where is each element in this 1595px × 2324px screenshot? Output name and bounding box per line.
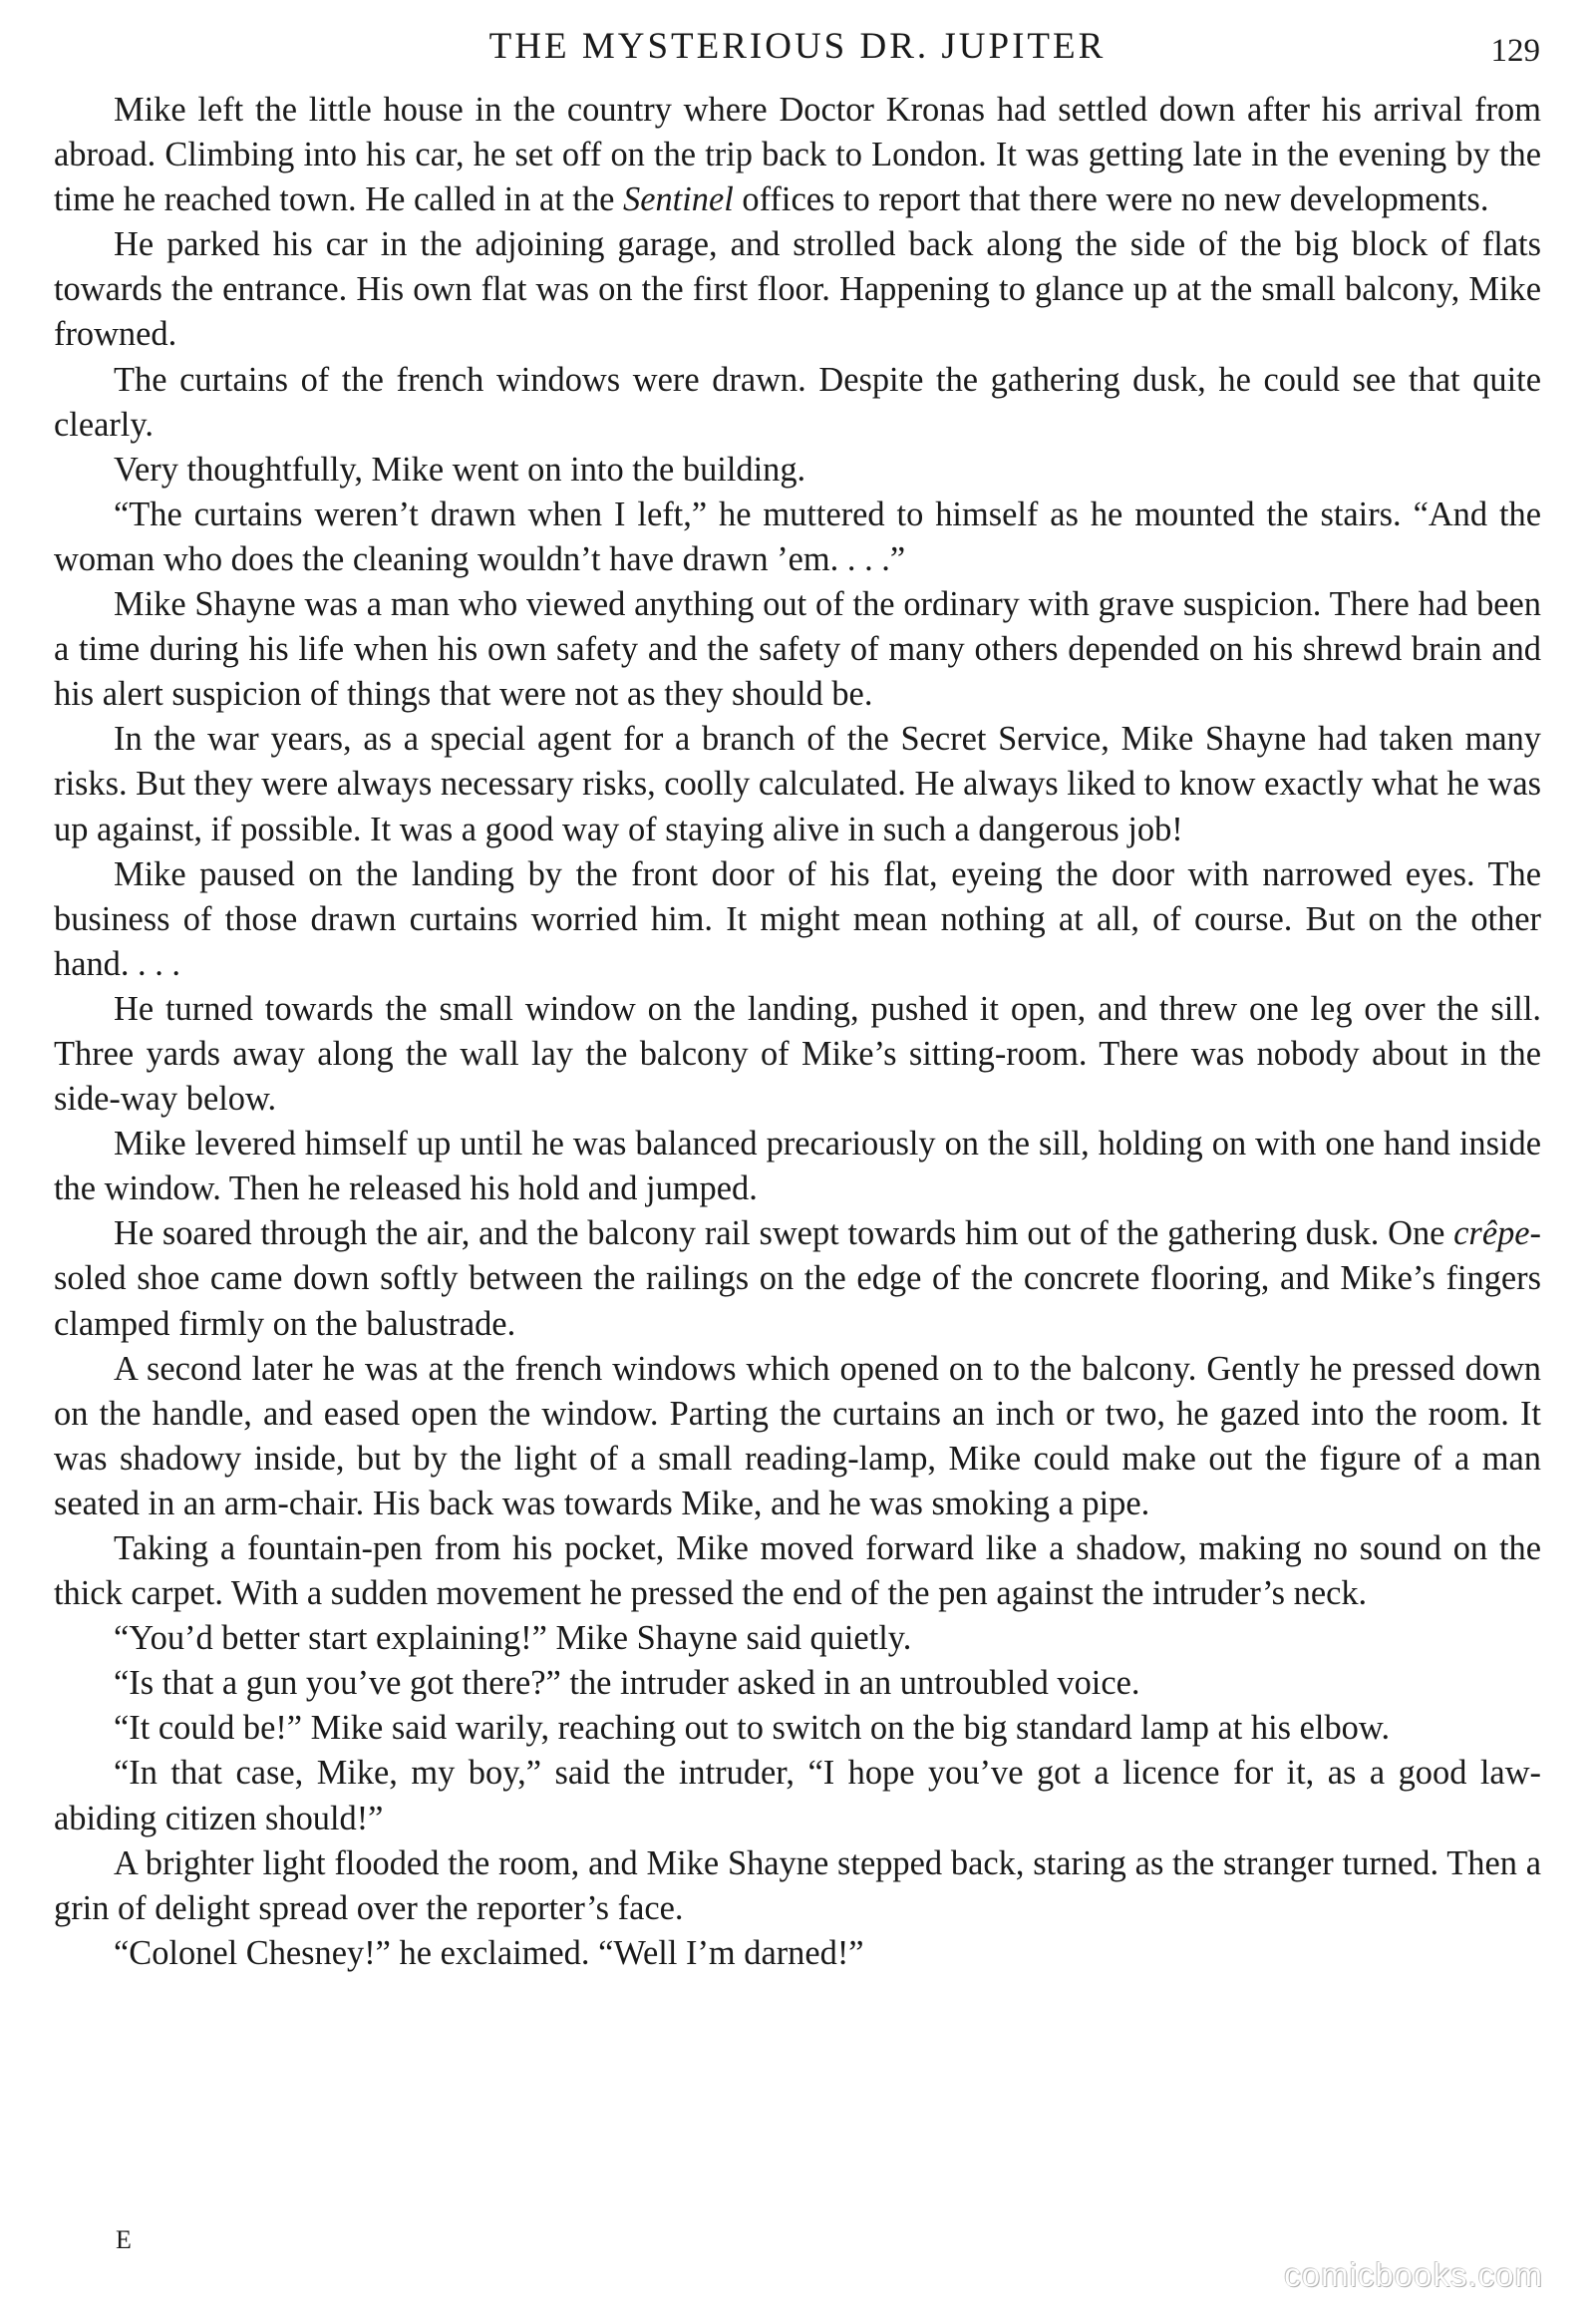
paragraph: “Colonel Chesney!” he exclaimed. “Well I’m darned!” bbox=[114, 1933, 864, 1972]
running-title: THE MYSTERIOUS DR. JUPITER bbox=[488, 26, 1107, 67]
watermark: comicbooks.com bbox=[1284, 2256, 1543, 2293]
paragraph: “It could be!” Mike said warily, reaching out to switch on the big standard lamp at his elbow. bbox=[114, 1709, 1391, 1748]
running-head bbox=[55, 22, 1540, 72]
page-number: 129 bbox=[1490, 33, 1540, 69]
paragraph: He turned towards the small window on the landing, pushed it open, and threw one leg over the sill. Three yards away along the wall lay the balcony of Mike’s sitting-room. There was nobody about in the side-way below. bbox=[54, 989, 1541, 1119]
paragraph: Taking a fountain-pen from his pocket, Mike moved forward like a shadow, making no sound on the thick carpet. With a sudden movement he pressed the end of the pen against the intruder’s neck. bbox=[54, 1529, 1541, 1613]
paragraph: Mike paused on the landing by the front door of his flat, eyeing the door with narrowed eyes. The business of those drawn curtains worried him. It might mean nothing at all, of course. But on the other hand. . . . bbox=[54, 854, 1541, 983]
paragraph: A second later he was at the french windows which opened on to the balcony. Gently he pressed down on the handle, and eased open the window. Parting the curtains an inch or two, he gazed into the room. It was shadowy inside, but by the light of a small reading-lamp, Mike could make out the figure of a man seated in an arm-chair. His back was towards Mike, and he was smoking a pipe. bbox=[54, 1349, 1541, 1522]
paragraph: Mike Shayne was a man who viewed anything out of the ordinary with grave suspicion. There had been a time during his life when his own safety and the safety of many others depended on his shrewd brain and his alert suspicion of things that were not as they should be. bbox=[54, 585, 1541, 714]
italic-word: crêpe bbox=[1453, 1214, 1530, 1253]
paragraph: He parked his car in the adjoining garage, and strolled back along the side of the big block of flats towards the entrance. His own flat was on the first floor. Happening to glance up at the small balcony, Mike frowned. bbox=[54, 225, 1541, 354]
paragraph: Very thoughtfully, Mike went on into the building. bbox=[114, 450, 806, 489]
paragraph: A brighter light flooded the room, and Mike Shayne stepped back, staring as the stranger turned. Then a grin of delight spread over the reporter’s face. bbox=[54, 1843, 1541, 1927]
paragraph: In the war years, as a special agent for a branch of the Secret Service, Mike Shayne had taken many risks. But they were always necessary risks, coolly calculated. He always liked to know exactly what he was up against, if possible. It was a good way of staying alive in such a dangerous job! bbox=[54, 720, 1541, 848]
paragraph: Mike levered himself up until he was balanced precariously on the sill, holding on with one hand inside the window. Then he released his hold and jumped. bbox=[54, 1125, 1541, 1208]
italic-word: Sentinel bbox=[623, 180, 734, 219]
paragraph: “Is that a gun you’ve got there?” the intruder asked in an untroubled voice. bbox=[114, 1664, 1140, 1703]
body-text bbox=[54, 88, 1541, 1976]
paragraph: Mike left the little house in the country where Doctor Kronas had settled down after his arrival from abroad. Climbing into his car, he set off on the trip back to London. It was getting late in the evening by the time he reached town. He called in at the Sentinel offices to report that there were no new developments. bbox=[54, 91, 1541, 219]
paragraph: He soared through the air, and the balcony rail swept towards him out of the gathering dusk. One crêpe-soled shoe came down softly between the railings on the edge of the concrete flooring, and Mike’s fingers clamped firmly on the balustrade. bbox=[54, 1214, 1541, 1343]
paragraph: The curtains of the french windows were drawn. Despite the gathering dusk, he could see that quite clearly. bbox=[54, 360, 1541, 444]
paragraph: “You’d better start explaining!” Mike Shayne said quietly. bbox=[114, 1619, 912, 1658]
paragraph: “In that case, Mike, my boy,” said the intruder, “I hope you’ve got a licence for it, as a good law-abiding citizen should!” bbox=[54, 1754, 1541, 1837]
paragraph: “The curtains weren’t drawn when I left,” he muttered to himself as he mounted the stairs. “And the woman who does the cleaning wouldn’t have drawn ’em. . . .” bbox=[54, 495, 1541, 578]
signature-mark: E bbox=[116, 2225, 132, 2254]
